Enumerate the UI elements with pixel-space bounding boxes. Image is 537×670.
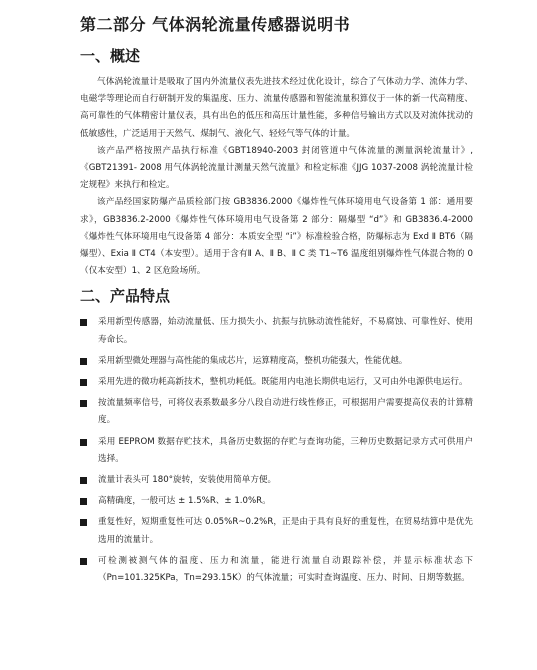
list-item bbox=[80, 514, 473, 548]
square-bullet-icon bbox=[80, 519, 87, 526]
list-item bbox=[80, 472, 473, 489]
square-bullet-icon bbox=[80, 498, 87, 505]
feature-text: 可检测被测气体的温度、压力和流量，能进行流量自动跟踪补偿，并显示标准状态下（Pn=101.325KPa，Tn=293.15K）的气体流量；可实时查询温度、压力、时间、日期等数据。 bbox=[98, 555, 473, 584]
list-item bbox=[80, 314, 473, 348]
square-bullet-icon bbox=[80, 558, 87, 565]
list-item bbox=[80, 374, 473, 391]
part-title: 第二部分 气体涡轮流量传感器说明书 bbox=[80, 15, 351, 34]
list-item bbox=[80, 434, 473, 468]
square-bullet-icon bbox=[80, 379, 87, 386]
section-title-features: 二、产品特点 bbox=[80, 287, 171, 306]
feature-text: 采用 EEPROM 数据存贮技术，具备历史数据的存贮与查询功能，三种历史数据记录方式可供用户选择。 bbox=[98, 436, 473, 464]
overview-paragraph: 气体涡轮流量计是吸取了国内外流量仪表先进技术经过优化设计，综合了气体动力学、流体力学、电磁学等理论而自行研制开发的集温度、压力、流量传感器和智能流量积算仪于一体的新一代高精度、高可靠性的气体精密计量仪表，具有出色的低压和高压计量性能，多种信号输出方式以及对流体扰动的低敏感性，广泛适用于天然气、煤制气、液化气、轻烃气等气体的计量。 bbox=[80, 77, 473, 139]
section-title-overview: 一、概述 bbox=[80, 47, 141, 65]
list-item bbox=[80, 353, 473, 370]
list-item bbox=[80, 395, 473, 429]
square-bullet-icon bbox=[80, 400, 87, 407]
standards-paragraph: 该产品严格按照产品执行标准《GBT18940-2003 封闭管道中气体流量的测量涡轮流量计》,《GBT21391- 2008 用气体涡轮流量计测量天然气流量》和检定标准《JJG 1037-2008 涡轮流量计检定规程》来执行和检定。 bbox=[80, 145, 473, 191]
feature-text: 高精确度，一般可达 ± 1.5%R、± 1.0%R。 bbox=[98, 496, 271, 507]
feature-text: 采用新型传感器，始动流量低、压力损失小、抗振与抗脉动流性能好，不易腐蚀、可靠性好、使用寿命长。 bbox=[98, 317, 473, 345]
feature-text: 按流量频率信号，可将仪表系数最多分八段自动进行线性修正，可根据用户需要提高仪表的计算精度。 bbox=[98, 398, 473, 426]
list-item bbox=[80, 493, 473, 510]
feature-text: 采用新型微处理器与高性能的集成芯片，运算精度高，整机功能强大，性能优越。 bbox=[98, 355, 408, 366]
square-bullet-icon bbox=[80, 439, 87, 446]
square-bullet-icon bbox=[80, 358, 87, 365]
explosion-proof-paragraph: 该产品经国家防爆产品质检部门按 GB3836.2000《爆炸性气体环境用电气设备第 1 部：通用要求》，GB3836.2-2000《爆炸性气体环境用电气设备第 2 部分：隔爆型 “d”》和 GB3836.4-2000《爆炸性气体环境用电气设备第 4 部分：本质安全型 “i”》标准检验合格，防爆标志为 Exd Ⅱ BT6（隔爆型）、Exia Ⅱ CT4（本安型）。适用于含有Ⅱ A、Ⅱ B、Ⅱ C 类 T1~T6 温度组别爆炸性气体混合物的 0（仅本安型）1、2 区危险场所。 bbox=[80, 197, 473, 277]
feature-text: 采用先进的微功耗高新技术，整机功耗低。既能用内电池长期供电运行，又可由外电源供电运行。 bbox=[98, 377, 468, 388]
feature-text: 流量计表头可 180°旋转，安装使用简单方便。 bbox=[98, 475, 277, 486]
feature-text: 重复性好，短期重复性可达 0.05%R~0.2%R，正是由于具有良好的重复性，在贸易结算中是优先选用的流量计。 bbox=[98, 517, 473, 545]
list-item bbox=[80, 553, 473, 587]
square-bullet-icon bbox=[80, 477, 87, 484]
square-bullet-icon bbox=[80, 319, 87, 326]
feature-list bbox=[80, 314, 473, 587]
